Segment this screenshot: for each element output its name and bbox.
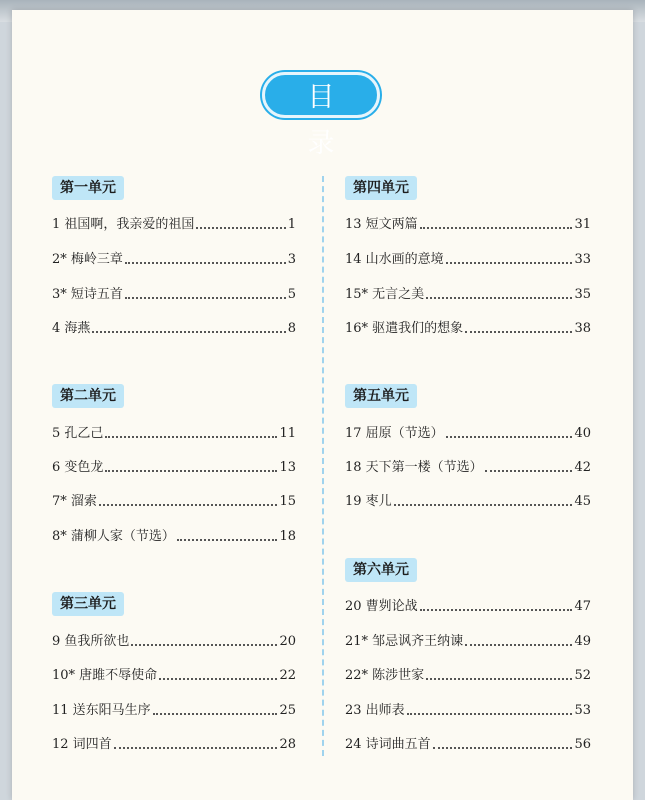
entry-page: 11 bbox=[279, 426, 296, 441]
leader-dots bbox=[196, 227, 285, 229]
leader-dots bbox=[485, 470, 573, 472]
entry-page: 25 bbox=[279, 703, 296, 718]
entry-title: 2* 梅岭三章 bbox=[52, 252, 123, 267]
entry-page: 33 bbox=[574, 252, 591, 267]
toc-entry[interactable] bbox=[52, 632, 296, 652]
entry-page: 22 bbox=[279, 668, 296, 683]
toc-entry[interactable] bbox=[52, 492, 296, 512]
leader-dots bbox=[420, 227, 573, 229]
entry-title: 4 海燕 bbox=[52, 321, 91, 336]
toc-entry[interactable] bbox=[345, 250, 591, 270]
leader-dots bbox=[105, 470, 277, 472]
entry-page: 1 bbox=[287, 217, 296, 232]
leader-dots bbox=[394, 504, 573, 506]
leader-dots bbox=[92, 331, 285, 333]
entry-title: 24 诗词曲五首 bbox=[345, 737, 431, 752]
entry-title: 17 屈原（节选） bbox=[345, 426, 444, 441]
column-divider bbox=[322, 176, 324, 756]
leader-dots bbox=[153, 713, 278, 715]
entry-title: 8* 蒲柳人家（节选） bbox=[52, 529, 175, 544]
toc-entry[interactable] bbox=[52, 666, 296, 686]
entry-page: 49 bbox=[574, 634, 591, 649]
toc-entry[interactable] bbox=[52, 424, 296, 444]
leader-dots bbox=[131, 644, 277, 646]
entry-page: 47 bbox=[574, 599, 591, 614]
toc-entry[interactable] bbox=[345, 735, 591, 755]
toc-entry[interactable] bbox=[52, 319, 296, 339]
entry-page: 3 bbox=[287, 252, 296, 267]
entry-page: 15 bbox=[279, 494, 296, 509]
entry-title: 13 短文两篇 bbox=[345, 217, 418, 232]
toc-entry[interactable] bbox=[345, 319, 591, 339]
toc-entry[interactable] bbox=[52, 701, 296, 721]
entry-page: 8 bbox=[287, 321, 296, 336]
leader-dots bbox=[420, 609, 573, 611]
leader-dots bbox=[125, 297, 286, 299]
toc-entry[interactable] bbox=[345, 424, 591, 444]
entry-page: 35 bbox=[574, 287, 591, 302]
entry-title: 5 孔乙己 bbox=[52, 426, 104, 441]
toc-entry[interactable] bbox=[345, 215, 591, 235]
toc-entry[interactable] bbox=[52, 527, 296, 547]
entry-page: 56 bbox=[574, 737, 591, 752]
toc-entry[interactable] bbox=[52, 735, 296, 755]
toc-entry[interactable] bbox=[52, 458, 296, 478]
entry-page: 45 bbox=[574, 494, 591, 509]
toc-entry[interactable] bbox=[345, 492, 591, 512]
entry-title: 21* 邹忌讽齐王纳谏 bbox=[345, 634, 464, 649]
leader-dots bbox=[433, 747, 573, 749]
entry-title: 11 送东阳马生序 bbox=[52, 703, 151, 718]
toc-entry[interactable] bbox=[52, 250, 296, 270]
leader-dots bbox=[426, 297, 572, 299]
entry-title: 12 词四首 bbox=[52, 737, 112, 752]
entry-page: 20 bbox=[279, 634, 296, 649]
entry-page: 42 bbox=[574, 460, 591, 475]
entry-title: 18 天下第一楼（节选） bbox=[345, 460, 483, 475]
entry-title: 14 山水画的意境 bbox=[345, 252, 444, 267]
unit-heading: 第二单元 bbox=[52, 384, 124, 408]
leader-dots bbox=[114, 747, 278, 749]
toc-entry[interactable] bbox=[52, 215, 296, 235]
entry-page: 13 bbox=[279, 460, 296, 475]
leader-dots bbox=[105, 436, 277, 438]
toc-entry[interactable] bbox=[52, 285, 296, 305]
entry-page: 31 bbox=[574, 217, 591, 232]
toc-entry[interactable] bbox=[345, 285, 591, 305]
entry-title: 9 鱼我所欲也 bbox=[52, 634, 130, 649]
leader-dots bbox=[465, 331, 572, 333]
leader-dots bbox=[465, 644, 572, 646]
entry-title: 22* 陈涉世家 bbox=[345, 668, 425, 683]
unit-heading: 第五单元 bbox=[345, 384, 417, 408]
leader-dots bbox=[446, 262, 573, 264]
toc-entry[interactable] bbox=[345, 632, 591, 652]
entry-page: 38 bbox=[574, 321, 591, 336]
unit-heading: 第一单元 bbox=[52, 176, 124, 200]
entry-title: 1 祖国啊，我亲爱的祖国 bbox=[52, 217, 195, 232]
entry-title: 23 出师表 bbox=[345, 703, 405, 718]
leader-dots bbox=[177, 539, 278, 541]
toc-entry[interactable] bbox=[345, 701, 591, 721]
entry-page: 40 bbox=[574, 426, 591, 441]
entry-title: 20 曹刿论战 bbox=[345, 599, 418, 614]
entry-title: 19 枣儿 bbox=[345, 494, 392, 509]
leader-dots bbox=[407, 713, 573, 715]
toc-entry[interactable] bbox=[345, 597, 591, 617]
unit-heading: 第四单元 bbox=[345, 176, 417, 200]
entry-page: 5 bbox=[287, 287, 296, 302]
entry-page: 52 bbox=[574, 668, 591, 683]
toc-entry[interactable] bbox=[345, 458, 591, 478]
entry-title: 7* 溜索 bbox=[52, 494, 97, 509]
entry-title: 3* 短诗五首 bbox=[52, 287, 123, 302]
page-title: 目 录 bbox=[262, 72, 380, 118]
entry-page: 28 bbox=[279, 737, 296, 752]
leader-dots bbox=[446, 436, 573, 438]
entry-title: 10* 唐雎不辱使命 bbox=[52, 668, 158, 683]
entry-title: 15* 无言之美 bbox=[345, 287, 425, 302]
unit-heading: 第三单元 bbox=[52, 592, 124, 616]
entry-title: 6 变色龙 bbox=[52, 460, 104, 475]
entry-page: 53 bbox=[574, 703, 591, 718]
leader-dots bbox=[99, 504, 278, 506]
entry-page: 18 bbox=[279, 529, 296, 544]
leader-dots bbox=[125, 262, 286, 264]
leader-dots bbox=[159, 678, 277, 680]
toc-entry[interactable] bbox=[345, 666, 591, 686]
entry-title: 16* 驱遣我们的想象 bbox=[345, 321, 464, 336]
leader-dots bbox=[426, 678, 572, 680]
unit-heading: 第六单元 bbox=[345, 558, 417, 582]
